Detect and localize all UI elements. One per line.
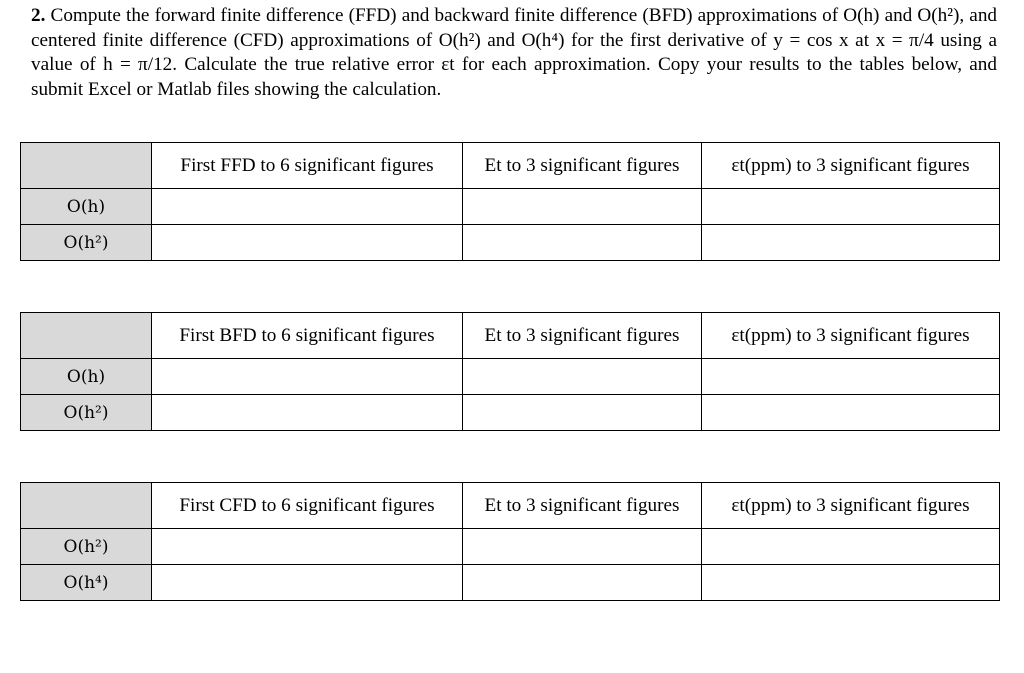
answer-cell[interactable] (152, 189, 463, 225)
row-label: O(h) (21, 189, 152, 225)
problem-statement (31, 4, 997, 102)
answer-cell[interactable] (702, 359, 1000, 395)
column-header: Et to 3 significant figures (463, 483, 702, 529)
answer-cell[interactable] (152, 359, 463, 395)
problem-number: 2. (31, 5, 46, 26)
answer-cell[interactable] (702, 529, 1000, 565)
answer-cell[interactable] (702, 565, 1000, 601)
row-label: O(h²) (21, 225, 152, 261)
column-header: εt(ppm) to 3 significant figures (702, 143, 1000, 189)
column-header: Et to 3 significant figures (463, 143, 702, 189)
column-header: First FFD to 6 significant figures (152, 143, 463, 189)
row-label: O(h²) (21, 529, 152, 565)
column-header: Et to 3 significant figures (463, 313, 702, 359)
answer-cell[interactable] (702, 395, 1000, 431)
answer-cell[interactable] (463, 565, 702, 601)
answer-cell[interactable] (152, 529, 463, 565)
answer-cell[interactable] (702, 225, 1000, 261)
answer-cell[interactable] (152, 225, 463, 261)
answer-cell[interactable] (463, 225, 702, 261)
row-label: O(h) (21, 359, 152, 395)
answer-cell[interactable] (463, 189, 702, 225)
answer-cell[interactable] (463, 529, 702, 565)
column-header: First BFD to 6 significant figures (152, 313, 463, 359)
row-label: O(h²) (21, 395, 152, 431)
answer-cell[interactable] (702, 189, 1000, 225)
column-header: First CFD to 6 significant figures (152, 483, 463, 529)
answer-cell[interactable] (152, 565, 463, 601)
column-header: εt(ppm) to 3 significant figures (702, 313, 1000, 359)
row-label: O(h⁴) (21, 565, 152, 601)
table-corner-cell (21, 313, 152, 359)
bfd-table (20, 312, 1000, 431)
table-corner-cell (21, 143, 152, 189)
table-corner-cell (21, 483, 152, 529)
answer-cell[interactable] (152, 395, 463, 431)
problem-text: Compute the forward finite difference (FFD) and backward finite difference (BFD) approximations of O(h) and O(h²), and centered finite difference (CFD) approximations of O(h²) and O(h⁴) for the first derivative of y = cos x at x = π/4 using a value of h = π/12. Calculate the true relative error εt for each approximation. Copy your results to the tables below, and submit Excel or Matlab files showing the calculation. (31, 5, 998, 100)
column-header: εt(ppm) to 3 significant figures (702, 483, 1000, 529)
cfd-table (20, 482, 1000, 601)
answer-cell[interactable] (463, 395, 702, 431)
ffd-table (20, 142, 1000, 261)
answer-cell[interactable] (463, 359, 702, 395)
